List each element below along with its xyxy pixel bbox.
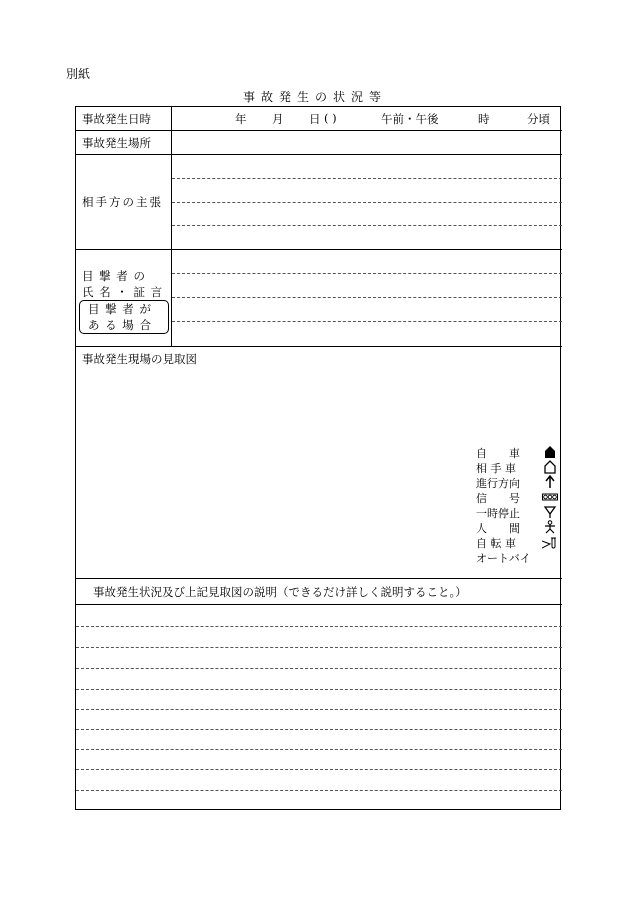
legend-motorcycle [476,550,558,565]
legend-direction [476,475,558,490]
explanation-area[interactable] [76,605,562,810]
date-ampm: 午前・午後 [381,112,439,126]
legend-stop [476,505,558,520]
legend-label: 自 転 車 [476,537,516,550]
explanation-label: 事故発生状況及び上記見取図の説明（できるだけ詳しく説明すること。） [93,585,467,599]
legend-label: 一時停止 [476,507,520,520]
date-hour: 時 [478,112,490,126]
legend-own-car [476,445,558,460]
legend-label: 進行方向 [476,477,520,490]
sketch-label: 事故発生現場の見取図 [82,352,197,366]
date-year: 年 [235,112,247,126]
legend-label: 相 手 車 [476,462,516,475]
place-label: 事故発生場所 [82,136,151,150]
stop-sign-icon [542,505,558,519]
legend-other-car [476,460,558,475]
form-title: 事故発生の状況等 [242,90,387,104]
legend-label: 自 車 [476,447,520,460]
date-label: 事故発生日時 [82,112,151,126]
legend-signal [476,490,558,505]
date-day: 日 [309,112,321,126]
witness-label-4: あ る 場 合 [88,318,152,332]
motorcycle-icon [542,550,558,564]
witness-label-1: 目 撃 者 の [82,269,146,283]
witness-label-3: 目 撃 者 が [88,302,152,316]
date-weekday: ( ) [324,111,337,125]
date-minute: 分頃 [527,112,550,126]
other-car-icon [542,460,558,474]
bicycle-icon [542,535,558,549]
legend-label: オートバイ [476,552,531,565]
own-car-icon [542,445,558,459]
person-icon [542,520,558,534]
legend-label: 信 号 [476,492,520,505]
direction-arrow-icon [542,475,558,489]
opponent-label: 相手方の主張 [82,195,163,209]
legend-person [476,520,558,535]
legend-label: 人 間 [476,522,520,535]
witness-label-2: 氏 名 ・ 証 言 [82,285,164,299]
date-month: 月 [272,112,284,126]
attachment-label: 別紙 [66,67,91,81]
legend-bicycle [476,535,558,550]
traffic-signal-icon [542,490,558,504]
